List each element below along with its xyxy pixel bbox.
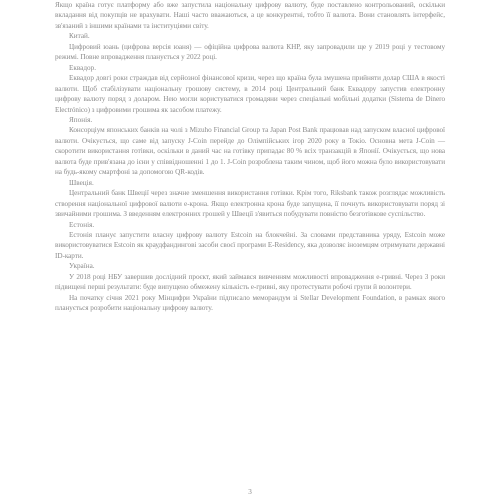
paragraph: Якщо країна готує платформу або вже запустила національну цифрову валюту, буде поставлено контрольований, оскільки вкладання від покупців не врахувати. Наші часто вважаються, а це конкурентні, тобто її валюта. Вони становлять інтерфейс, зв'язаний з іншими країнами та інституціями світу. (55, 1, 445, 30)
paragraph: У 2018 році НБУ завершив дослідний проєкт, який займався вивченням можливості впровадження е-гривні. Через 3 роки підвищені перші результати: буде випущено обмежену кількість е-гривні, яку протестувати робочі групи й волонтери. (55, 272, 445, 292)
section-heading-estonia: Естонія. (69, 220, 95, 229)
section-heading-sweden: Швеція. (69, 178, 94, 187)
section-heading-japan: Японія. (69, 115, 93, 124)
paragraph: Естонія планує запустити власну цифрову валюту Estcoin на блокчейні. За словами представника уряду, Estcoin може використовуватися Estcoin як краудфандингові засоби своєї програми E-Residency, яка дозволяє іноземцям отримувати державні ID-карти. (55, 230, 445, 260)
paragraph: Цифровий юань (цифрова версія юаня) — офіційна цифрова валюта КНР, яку запровадили ще у 2019 році у тестовому режимі. Повне впровадження планується у 2022 році. (55, 42, 445, 62)
document-page (55, 0, 445, 314)
section-heading-ukraine: Україна. (69, 262, 95, 271)
paragraph: Еквадор довгі роки страждав від серйозної фінансової кризи, через що країна була змушена прийняти долар США в якості валюти. Щоб стабілізувати національну грошову систему, в 2014 році Центральний банк Еквадору запустив електронну цифрову валюту поряд з доларом. Нею могли користуватися громадяни через спеціальні мобільні додатки (Sistema de Dinero Electrónico) з цифровими грошима як засобом платежу. (55, 74, 445, 114)
section-heading-china: Китай. (69, 32, 90, 41)
section-heading-ecuador: Еквадор. (69, 63, 97, 72)
paragraph: Центральний банк Швеції через значне зменшення використання готівки. Крім того, Riksbank також розглядає можливість створення національної цифрової валюти е-крона. Якщо електронна крона буде запущена, її почнуть використовувати поряд зі звичайними грошима. З введенням електронних грошей у Швеції з'явиться побудувати повністю безготівкове суспільство. (55, 189, 445, 219)
paragraph: Консорціум японських банків на чолі з Mizuho Financial Group та Japan Post Bank працював над запуском власної цифрової валюти. Очікується, що саме від запуску J-Coin перейде до Олімпійських ігор 2020 року в Токіо. Основна мета J-Coin — скоротити використання готівки, оскільки в даний час на готівку припадає 80 % всіх транзакцій в Японії. Очікується, що нова валюта буде прив'язана до ієни у співвідношенні 1 до 1. J-Coin розроблена таким чином, щоб його можна було використовувати на будь-якому смартфоні за допомогою QR-кодів. (55, 126, 445, 177)
paragraph: На початку січня 2021 року Мінцифри України підписало меморандум зі Stellar Development Foundation, в рамках якого планується розробити національну цифрову валюту. (55, 293, 445, 313)
page-number: 3 (248, 488, 252, 496)
